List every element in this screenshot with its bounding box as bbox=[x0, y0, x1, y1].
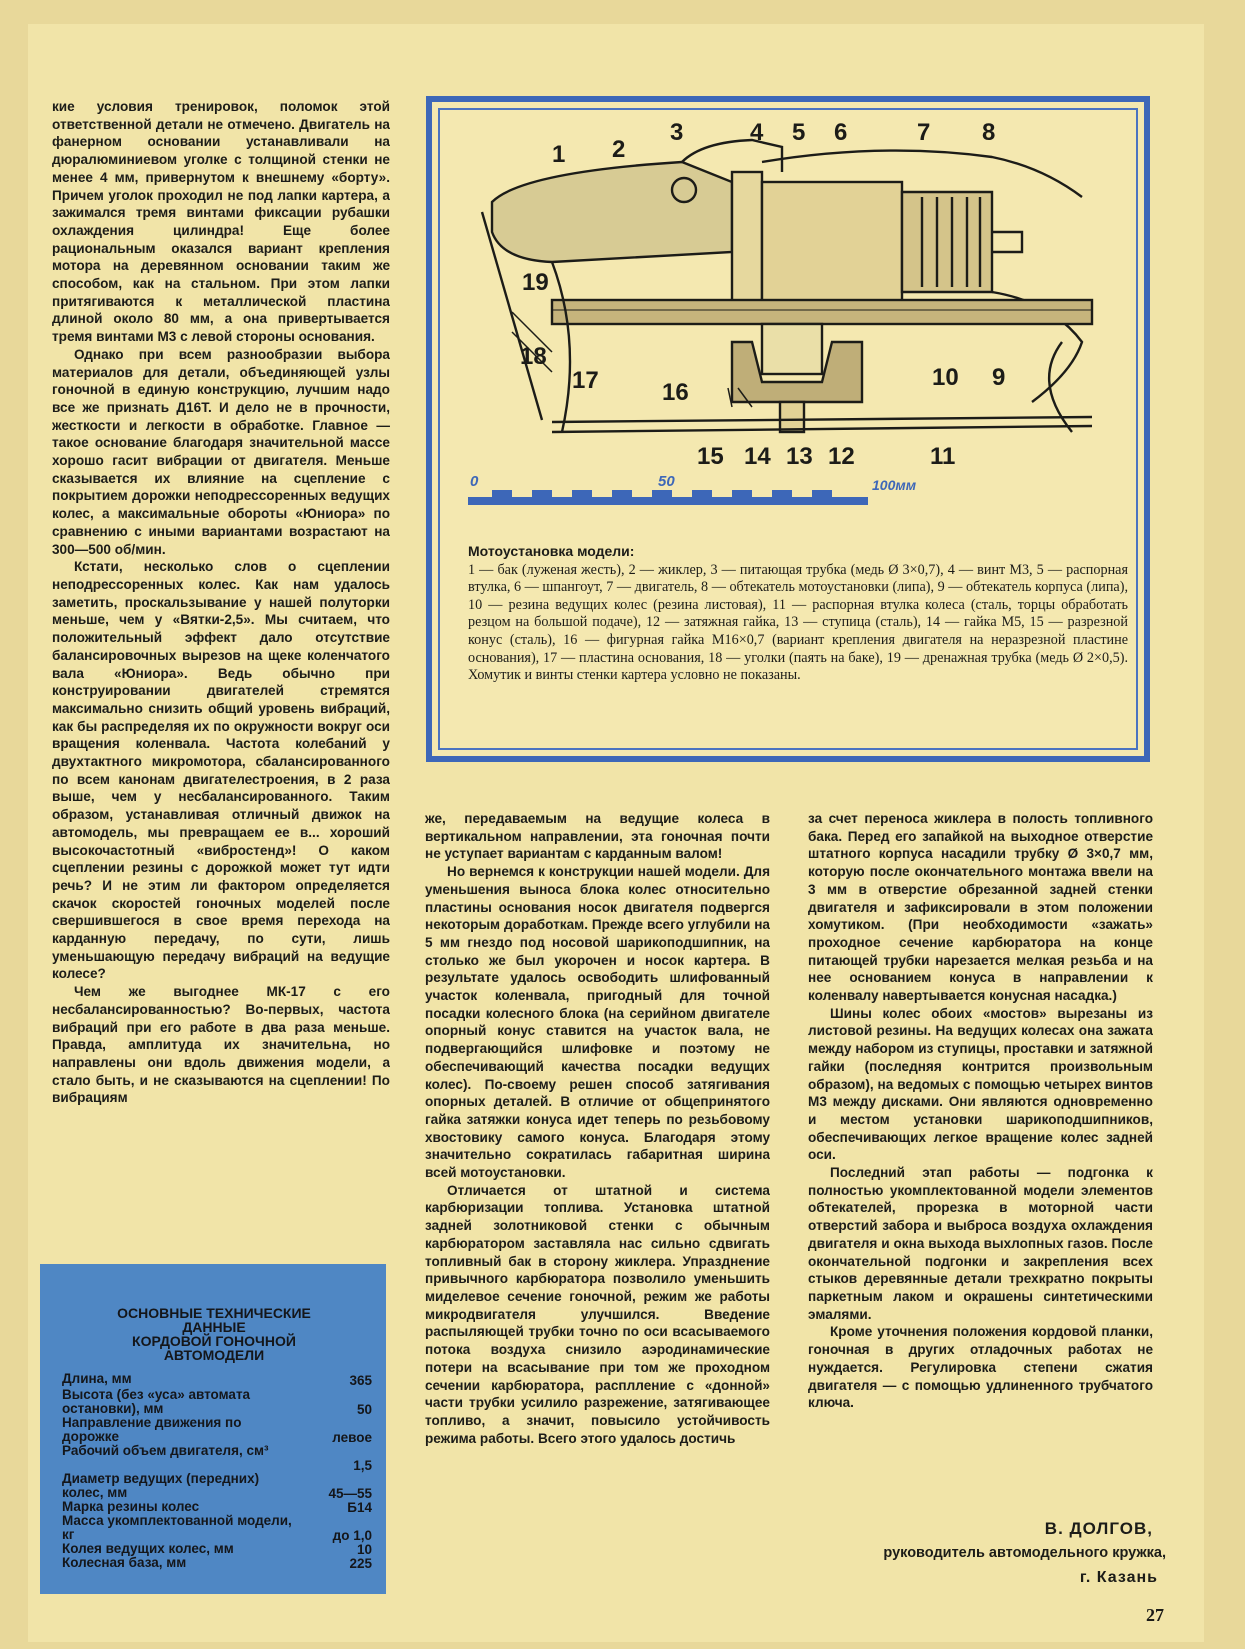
callout-10: 10 bbox=[932, 364, 959, 391]
fuel-tank-shape bbox=[492, 162, 732, 262]
spec-label: Колесная база, мм bbox=[62, 1555, 187, 1570]
article-paragraph: Шины колес обоих «мостов» вырезаны из листовой резины. На ведущих колесах она зажата между набором из ступицы, проставки и затяжной гайки (последняя контрится произвольным образом), на ведомых с помощью четырех винтов М3 между дисками. Они являются одновременно и местом установки шарикоподшипников, обеспечивающих легкое вращение колес задней оси. bbox=[808, 1005, 1153, 1163]
spec-row bbox=[62, 1500, 372, 1514]
spec-value: 45—55 bbox=[328, 1485, 372, 1501]
engine-mount-figure bbox=[426, 96, 1150, 762]
spec-row bbox=[62, 1542, 372, 1556]
scale-label-end: 100мм bbox=[872, 477, 917, 493]
callout-17: 17 bbox=[572, 367, 599, 394]
spec-value: левое bbox=[332, 1429, 372, 1445]
cone-shape bbox=[780, 402, 804, 432]
spec-value: 1,5 bbox=[353, 1457, 372, 1473]
figure-caption-text: 1 — бак (луженая жесть), 2 — жиклер, 3 — питающая трубка (медь Ø 3×0,7), 4 — винт М3, 5 — распорная втулка, 6 — шпангоут, 7 — двигатель, 8 — обтекатель мотоустановки (липа), 9 — обтекатель корпуса (липа), 10 — резина ведущих колес (резина листовая), 11 — распорная втулка колеса (сталь, торцы обработать резцом на большой подаче), 12 — затяжная гайка, 13 — ступица (сталь), 14 — гайка М5, 15 — разрезной конус (сталь), 16 — фигурная гайка М16×0,7 (вариант крепления двигателя на неразрезной пластине основания), 17 — пластина основания, 18 — уголки (паять на баке), 19 — дренажная трубка (медь Ø 2×0,5). Хомутик и винты стенки картера условно не показаны. bbox=[468, 561, 1128, 684]
spec-value: до 1,0 bbox=[332, 1527, 372, 1543]
spec-label: Длина, мм bbox=[62, 1371, 132, 1386]
article-paragraph: Кроме уточнения положения кордовой планки, гоночная в других отладочных работах не нуждается. Регулировка степени сжатия двигателя — с помощью удлиненного трубчатого ключа. bbox=[808, 1324, 1153, 1411]
callout-15: 15 bbox=[697, 443, 724, 470]
author-role: руководитель автомодельного кружка, bbox=[883, 1545, 1166, 1561]
callout-8: 8 bbox=[982, 119, 996, 146]
glow-plug-shape bbox=[992, 232, 1022, 252]
article-paragraph: кие условия тренировок, поломок этой ответственной детали не отмечено. Двигатель на фанерном основании устанавливали на дюралюминиевом уголке с толщиной стенки не менее 4 мм, привернутом к внешнему «борту». Причем уголок проходил не под лапки картера, а зажимался тремя винтами фиксации рубашки охлаждения цилиндра! Еще более рациональным оказался вариант крепления мотора на деревянном основании таким же способом, как на стальном. При этом лапки притягиваются к металлической пластина длиной около 80 мм, а она привертывается тремя винтами М3 с левой стороны основания. bbox=[52, 99, 390, 345]
callout-11: 11 bbox=[930, 443, 956, 470]
scale-bar-base bbox=[468, 497, 868, 505]
figure-caption-title: Мотоустановка модели: bbox=[468, 543, 635, 559]
frame-shape bbox=[732, 172, 762, 312]
spec-row bbox=[62, 1556, 372, 1570]
spec-title-line: КОРДОВОЙ ГОНОЧНОЙ bbox=[132, 1333, 296, 1349]
body-fairing-line bbox=[552, 417, 1092, 422]
spec-label: Колея ведущих колес, мм bbox=[62, 1541, 234, 1556]
spec-value: 365 bbox=[349, 1372, 372, 1388]
spec-row bbox=[62, 1388, 372, 1416]
scale-label-zero: 0 bbox=[470, 473, 479, 490]
wavy-line-left bbox=[552, 262, 570, 432]
cylinder-shape bbox=[902, 192, 992, 292]
spec-label: Марка резины колес bbox=[62, 1499, 200, 1514]
article-column-1 bbox=[52, 98, 390, 1266]
callout-1: 1 bbox=[552, 141, 566, 168]
spec-title-line: ОСНОВНЫЕ ТЕХНИЧЕСКИЕ bbox=[117, 1305, 311, 1321]
article-paragraph: Последний этап работы — подгонка к полностью укомплектованной модели элементов обтекателей, прорезка в моторной части отверстий забора и выброса воздуха охлаждения двигателя и окна выхода выхлопных газов. После окончательной подгонки и закрепления всех стыков деревянные детали трехкратно покрыты паркетным лаком и окрашены синтетическими эмалями. bbox=[808, 1165, 1153, 1322]
spec-value: 10 bbox=[356, 1541, 372, 1557]
spec-value: 225 bbox=[349, 1555, 372, 1571]
spec-row bbox=[62, 1514, 372, 1542]
scale-bar bbox=[468, 473, 917, 505]
callout-9: 9 bbox=[992, 364, 1006, 391]
spec-label: Диаметр ведущих (передних) колес, мм bbox=[62, 1471, 260, 1500]
callout-12: 12 bbox=[828, 443, 855, 470]
bearing-shape bbox=[762, 324, 822, 374]
engine-body-shape bbox=[762, 182, 902, 302]
spec-label: Высота (без «уса» автомата остановки), мм bbox=[62, 1387, 251, 1416]
callout-2: 2 bbox=[612, 136, 626, 163]
spec-row bbox=[62, 1372, 372, 1387]
article-paragraph: Но вернемся к конструкции нашей модели. Для уменьшения выноса блока колес относительно пластины основания носок двигателя подвергся некоторым доработкам. Прежде всего углубили на 5 мм гнездо под носовой шарикоподшипник, на столько же был укорочен и носок картера. В результате удалось освободить шлифованный участок коленвала, пригодный для точной посадки колесного блока (на серийном двигателе опорный конус ставится на участок вала, не подвергающийся шлифовке и поэтому не обеспечивающий качества посадки ведущих колес). По-своему решен способ затягивания опорных деталей. В отличие от общепринятого гайка затяжки конуса идет теперь по резьбовому хвостовику самого конуса. Благодаря этому значительно сократилась габаритная ширина всей мотоустановки. bbox=[425, 864, 770, 1181]
spec-title-line: ДАННЫЕ bbox=[182, 1319, 246, 1335]
callout-5: 5 bbox=[792, 119, 806, 146]
spec-label: Рабочий объем двигателя, см³ bbox=[62, 1443, 269, 1458]
callout-16: 16 bbox=[662, 379, 689, 406]
author-name: В. ДОЛГОВ, bbox=[1044, 1519, 1153, 1538]
article-column-3 bbox=[808, 810, 1153, 1440]
spec-value: Б14 bbox=[347, 1499, 372, 1515]
spec-label: Направление движения по дорожке bbox=[62, 1415, 242, 1444]
scale-label-mid: 50 bbox=[658, 473, 675, 490]
article-paragraph: же, передаваемым на ведущие колеса в вертикальном направлении, эта гоночная почти не уступает вариантам с карданным валом! bbox=[425, 811, 770, 862]
callout-18: 18 bbox=[520, 343, 547, 370]
spec-row bbox=[62, 1444, 372, 1472]
spec-table-box bbox=[40, 1264, 386, 1594]
author-city: г. Казань bbox=[1079, 1569, 1158, 1586]
page-number: 27 bbox=[1146, 1605, 1164, 1625]
article-paragraph: Кстати, несколько слов о сцеплении неподрессоренных колес. Как нам удалось заметить, проскальзывание у нашей полуторки меньше, чем у «Вятки-2,5». Мы считаем, что положительный эффект дало отсутствие балансировочных вырезов на щеке коленчатого вала «Юниора». Ведь обычно при конструировании двигателей стремятся максимально снизить общий уровень вибраций, как бы распределяя их по окружности вокруг оси вращения коленвала. Частота колебаний у двухтактного микромотора, сбалансированного по всем канонам двигателестроения, в 2 раза выше, чем у несбалансированного. Таким образом, устанавливая отличный движок на автомодель, мы превращаем ее в... хороший высокочастотный «вибростенд»! О каком сцеплении резины с дорожкой может тут идти речь? И не этим ли фактором определяется скачок скоростей гоночных моделей после свершившегося в свое время перехода на карданную передачу, по сути, лишь уменьшающую передачу вибраций на ведущие колесе? bbox=[52, 559, 390, 982]
callout-6: 6 bbox=[834, 119, 848, 146]
callout-13: 13 bbox=[786, 443, 813, 470]
article-paragraph: Чем же выгоднее МК-17 с его несбалансированностью? Во-первых, частота вибраций при его работе в два раза меньше. Правда, амплитуда их значительна, но направлены они вдоль движения модели, а стало быть, и не сказываются на сцеплении! По вибрациям bbox=[52, 984, 390, 1106]
callout-19: 19 bbox=[522, 269, 549, 296]
spec-row bbox=[62, 1472, 372, 1500]
spec-label: Масса укомплектованной модели, кг bbox=[62, 1513, 292, 1542]
article-column-2 bbox=[425, 810, 770, 1590]
article-paragraph: за счет переноса жиклера в полость топливного бака. Перед его запайкой на выходное отверстие штатного корпуса насадили трубку Ø 3×0,7 мм, которую после окончательного монтажа ввели на 3 мм в отверстие обрезанной задней стенки двигателя и зафиксировали в этом положении хомутиком. (При необходимости «зажать» проходное сечение карбюратора на конце питающей трубки нарезается мелкая резьба и на нее основанием конуса в направлении к коленвалу навертывается конусная насадка.) bbox=[808, 811, 1153, 1004]
spec-title-line: АВТОМОДЕЛИ bbox=[163, 1347, 265, 1363]
callout-14: 14 bbox=[744, 443, 771, 470]
base-plate-shape bbox=[552, 300, 1092, 324]
spec-row bbox=[62, 1416, 372, 1444]
callout-7: 7 bbox=[917, 119, 931, 146]
article-paragraph: Однако при всем разнообразии выбора материалов для детали, объединяющей узлы гоночной в единую конструкцию, лучшим надо все же признать Д16Т. И дело не в прочности, жесткости и легкости в обработке. Главное — такое основание благодаря значительной массе хорошо гасит вибрации от двигателя. Меньше сказывается их влияние на сцепление с покрытием дорожки неподрессоренных ведущих колес, а максимальные обороты «Юниора» по сравнению с иными вариантами возрастают на 300—500 об/мин. bbox=[52, 346, 390, 557]
spec-value: 50 bbox=[356, 1401, 372, 1417]
body-fairing-line-2 bbox=[552, 426, 1092, 432]
callout-4: 4 bbox=[750, 119, 764, 146]
spec-title bbox=[64, 1306, 364, 1362]
callout-3: 3 bbox=[670, 119, 684, 146]
figure-caption bbox=[468, 543, 1128, 685]
article-paragraph: Отличается от штатной и система карбюризации топлива. Установка штатной задней золотниковой стенки с обычным карбюратором заставляла нас сильно сдвигать топливный бак в сторону жиклера. Упразднение привычного карбюратора позволило уменьшить миделевое сечение гоночной, режим же работы микродвигателя улучшился. Введение распыляющей трубки точно по оси всасываемого потока воздуха снизило аэродинамические потери на всасывание при том же проходном сечении карбюратора, расплление с «донной» части трубки усилило разрежение, затягивающее топливо, а значит, повысило устойчивость режима работы. Всего этого удалось достичь bbox=[425, 1182, 770, 1446]
